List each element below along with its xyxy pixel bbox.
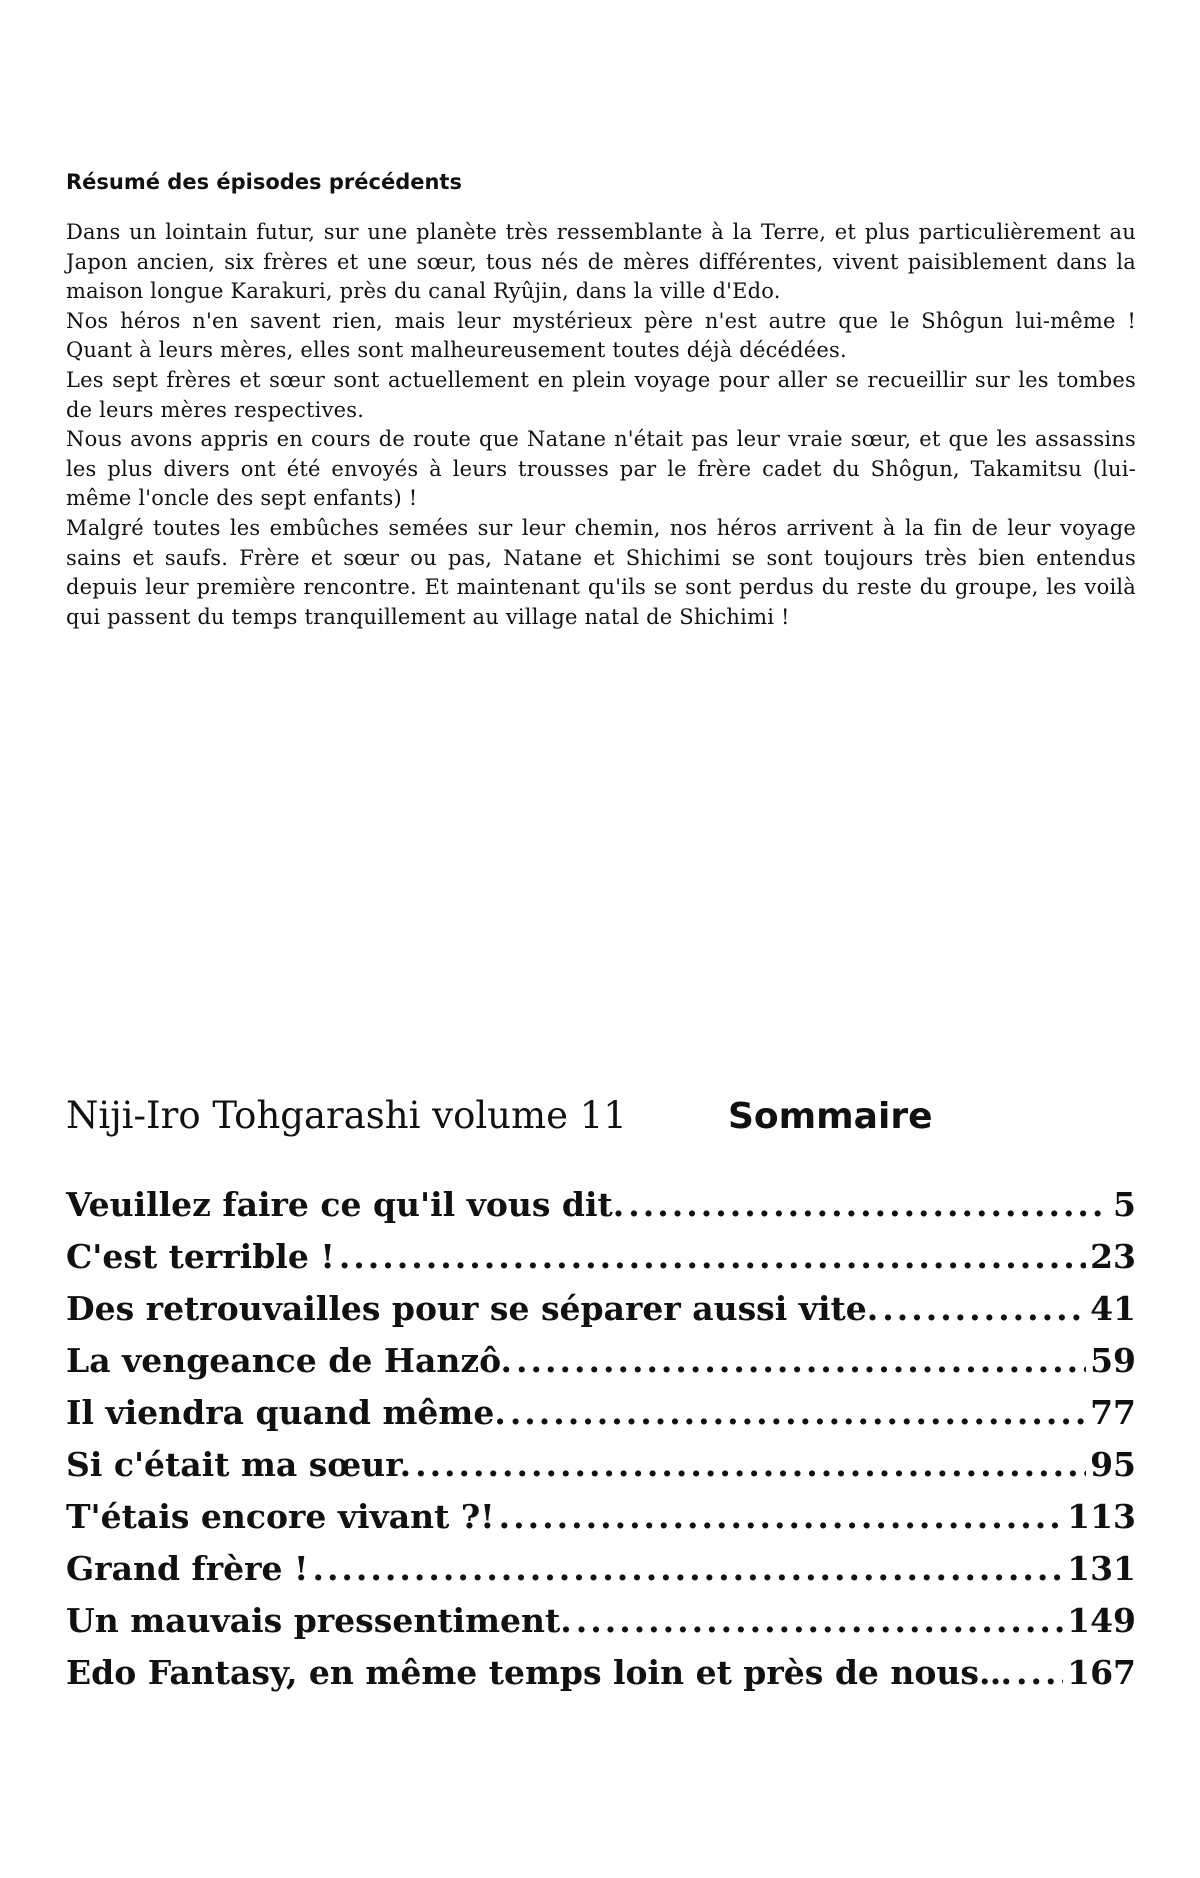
- toc-leader-dots: [516, 1335, 1086, 1387]
- summary-paragraph: Les sept frères et sœur sont actuellement en plein voyage pour aller se recueillir sur les tombes de leurs mères respectives.: [66, 367, 1136, 422]
- toc-entry-page: 149: [1067, 1601, 1136, 1640]
- summary-paragraph: Nos héros n'en savent rien, mais leur mystérieux père n'est autre que le Shôgun lui-même ! Quant à leurs mères, elles sont malheureusement toutes déjà décédées.: [66, 308, 1136, 363]
- toc-list: [66, 1179, 1136, 1699]
- toc-entry: [66, 1283, 1136, 1335]
- toc-entry: [66, 1231, 1136, 1283]
- toc-entry-page: 95: [1090, 1445, 1136, 1484]
- toc-entry-label: La vengeance de Hanzô.: [66, 1341, 513, 1380]
- toc-header: [66, 1092, 1136, 1141]
- toc-entry-label: Veuillez faire ce qu'il vous dit.: [66, 1185, 625, 1224]
- summary-paragraph: Dans un lointain futur, sur une planète très ressemblante à la Terre, et plus particulièrement au Japon ancien, six frères et une sœur, tous nés de mères différentes, vivent paisiblement dans la maison longue Karakuri, près du canal Ryûjin, dans la ville d'Edo.: [66, 220, 1136, 304]
- toc-entry-page: 23: [1090, 1237, 1136, 1276]
- toc-entry-page: 167: [1067, 1653, 1136, 1692]
- toc-leader-dots: [415, 1439, 1086, 1491]
- toc-entry: [66, 1647, 1136, 1699]
- toc-entry: [66, 1439, 1136, 1491]
- volume-title: Niji-Iro Tohgarashi volume 11: [66, 1094, 627, 1137]
- toc-entry-page: 77: [1090, 1393, 1136, 1432]
- toc-entry: [66, 1543, 1136, 1595]
- toc-entry-page: 5: [1113, 1185, 1136, 1224]
- toc-heading: Sommaire: [728, 1096, 933, 1137]
- toc-entry: [66, 1179, 1136, 1231]
- toc-leader-dots: [339, 1231, 1086, 1283]
- summary-paragraph: Malgré toutes les embûches semées sur leur chemin, nos héros arrivent à la fin de leur voyage sains et saufs. Frère et sœur ou pas, Natane et Shichimi se sont toujours très bien entendus depuis leur première rencontre. Et maintenant qu'ils se sont perdus du reste du groupe, les voilà qui passent du temps tranquillement au village natal de Shichimi !: [66, 515, 1136, 629]
- toc-entry: [66, 1491, 1136, 1543]
- toc-entry-page: 113: [1067, 1497, 1136, 1536]
- toc-leader-dots: [882, 1283, 1086, 1335]
- toc-entry-label: C'est terrible !: [66, 1237, 335, 1276]
- toc-leader-dots: [576, 1595, 1063, 1647]
- toc-entry-label: Un mauvais pressentiment.: [66, 1601, 572, 1640]
- toc-entry-label: Grand frère !: [66, 1549, 309, 1588]
- toc-leader-dots: [499, 1491, 1063, 1543]
- summary-body: [66, 218, 1136, 632]
- toc-entry: [66, 1335, 1136, 1387]
- toc-leader-dots: [510, 1387, 1086, 1439]
- table-of-contents: [66, 1092, 1136, 1699]
- toc-entry-label: Si c'était ma sœur.: [66, 1445, 412, 1484]
- summary-section: [66, 168, 1136, 632]
- toc-entry-label: T'étais encore vivant ?!: [66, 1497, 495, 1536]
- summary-title: Résumé des épisodes précédents: [66, 170, 462, 194]
- toc-leader-dots: [628, 1179, 1109, 1231]
- toc-entry-label: Il viendra quand même.: [66, 1393, 506, 1432]
- toc-leader-dots: [1016, 1647, 1063, 1699]
- toc-entry: [66, 1387, 1136, 1439]
- toc-entry-page: 41: [1090, 1289, 1136, 1328]
- toc-entry-page: 59: [1090, 1341, 1136, 1380]
- summary-paragraph: Nous avons appris en cours de route que Natane n'était pas leur vraie sœur, et que les assassins les plus divers ont été envoyés à leurs trousses par le frère cadet du Shôgun, Takamitsu (lui-même l'oncle des sept enfants) !: [66, 427, 1136, 511]
- toc-entry-page: 131: [1067, 1549, 1136, 1588]
- toc-entry-label: Edo Fantasy, en même temps loin et près de nous…: [66, 1653, 1012, 1692]
- toc-leader-dots: [312, 1543, 1063, 1595]
- toc-entry: [66, 1595, 1136, 1647]
- toc-entry-label: Des retrouvailles pour se séparer aussi vite.: [66, 1289, 879, 1328]
